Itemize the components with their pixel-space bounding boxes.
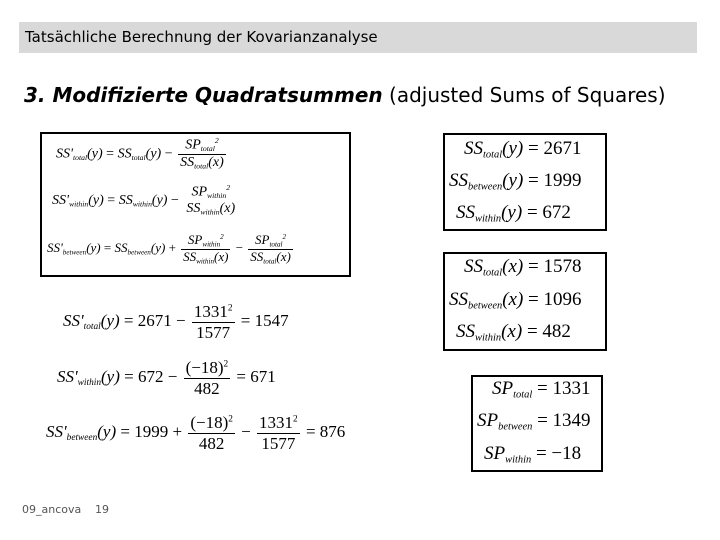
- calculation-between: $SS'_{between}(y) = 1999$ + $\frac{(-18)^2}{482}$ − $\frac{1331^2}{1577}$ = 876: [46, 413, 346, 453]
- slide-header: [19, 22, 697, 53]
- section-heading-rest: (adjusted Sums of Squares): [382, 83, 666, 107]
- calculation-within: $SS'_{within}(y) = 672$ − $\frac{(-18)^2}{482}$ = 671: [57, 358, 276, 398]
- calculation-between-fraction-1: $\frac{(-18)^2}{482}$: [190, 413, 233, 453]
- section-heading: [24, 83, 666, 107]
- formula-between: $SS'_{between}(y) = SS_{between}(y)$ + $\frac{SP_{within}^2}{SS_{within}(x)}$ − $\frac{SP_{total}^2}{SS_{total}(x)}$: [47, 232, 291, 266]
- calculation-between-fraction-2: $\frac{1331^2}{1577}$: [259, 413, 298, 453]
- ss-x-row-within: $SS_{within}(x) = 482$: [456, 321, 571, 344]
- ss-y-row-total: $SS_{total}(y) = 2671$: [464, 138, 582, 161]
- calculation-total-fraction: $\frac{1331^2}{1577}$: [193, 302, 233, 342]
- formula-total: $SS'_{total}(y) = SS_{total}(y)$ − $\frac{SP_{total}^2}{SS_{total}(x)}$: [56, 136, 224, 171]
- formula-between-fraction-1: $\frac{SP_{within}^2}{SS_{within}(x)}$: [183, 232, 229, 266]
- ss-x-row-total: $SS_{total}(x) = 1578$: [464, 256, 582, 279]
- slide-title: Tatsächliche Berechnung der Kovarianzanalyse: [25, 28, 378, 46]
- ss-y-row-within: $SS_{within}(y) = 672$: [456, 202, 571, 225]
- sp-row-total: $SP_{total} = 1331$: [492, 378, 591, 401]
- ss-y-row-between: $SS_{between}(y) = 1999$: [449, 170, 582, 193]
- footer-page-number: 19: [95, 503, 109, 516]
- formula-within-fraction: $SP_{within}^2$ $SS_{within}(x)$: [186, 183, 236, 217]
- sp-row-within: $SP_{within} = -18$: [484, 443, 582, 466]
- footer-filename: 09_ancova: [22, 503, 82, 516]
- section-heading-emphasis: 3. Modifizierte Quadratsummen: [24, 83, 383, 107]
- sp-row-between: $SP_{between} = 1349$: [477, 410, 591, 433]
- calculation-within-fraction: $\frac{(-18)^2}{482}$: [185, 358, 229, 398]
- formula-within: $SS'_{within}(y) = SS_{within}(y)$ − $SP_{within}^2$ $SS_{within}(x)$: [52, 183, 236, 217]
- formula-total-fraction: $\frac{SP_{total}^2}{SS_{total}(x)}$: [180, 136, 224, 171]
- calculation-total: $SS'_{total}(y) = 2671$ − $\frac{1331^2}{1577}$ = 1547: [63, 302, 289, 342]
- ss-x-row-between: $SS_{between}(x) = 1096$: [449, 289, 582, 312]
- formula-between-fraction-2: $\frac{SP_{total}^2}{SS_{total}(x)}$: [250, 232, 291, 266]
